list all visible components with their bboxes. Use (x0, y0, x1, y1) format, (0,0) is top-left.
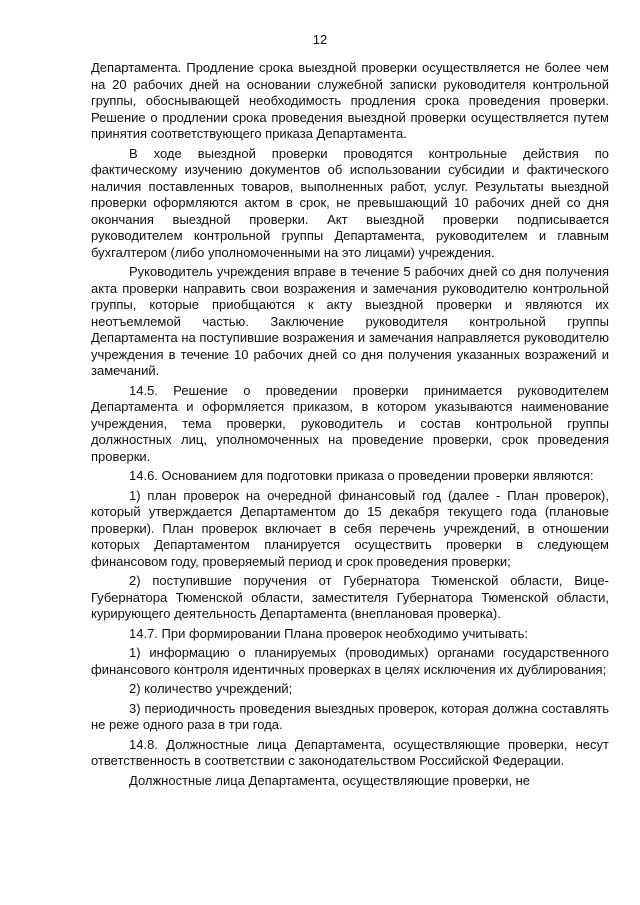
page-number: 12 (312, 32, 328, 47)
paragraph-3: Руководитель учреждения вправе в течение 5 рабочих дней со дня получения акта проверки направить свои возражения и замечания руководителю контрольной группы, которые приобщаются к акту выездной проверки и являются их неотъемлемой частью. Заключение руководителя контрольной группы Департамента на поступившие возражения и замечания направляется руководителю учреждения в течение 10 рабочих дней со дня получения указанных возражений и замечаний. (91, 264, 609, 378)
paragraph-1: Департамента. Продление срока выездной проверки осуществляется не более чем на 20 рабочих дней на основании служебной записки руководителя контрольной группы, обоснывающей необходимость продления срока проведения проверки. Решение о продлении срока проведения выездной проверки осуществляется путем принятия соответствующего приказа Департамента. (91, 60, 609, 141)
paragraph-14-5: 14.5. Решение о проведении проверки принимается руководителем Департамента и оформляется приказом, в котором указываются наименование учреждения, тема проверки, руководитель и состав контрольной группы должностных лиц, уполномоченных на проведение проверки, срок проведения проверки. (91, 382, 609, 464)
paragraph-last: Должностные лица Департамента, осуществляющие проверки, не (129, 772, 530, 788)
paragraph-14-6: 14.6. Основанием для подготовки приказа о проведении проверки являются: (129, 468, 594, 483)
paragraph-14-8: 14.8. Должностные лица Департамента, осуществляющие проверки, несут ответственность в соответствии с законодательством Российской Федерации. (91, 736, 609, 768)
document-body (91, 60, 609, 792)
list-item-2: 2) поступившие поручения от Губернатора Тюменской области, Вице-Губернатора Тюменской области, заместителя Губернатора Тюменской области, курирующего деятельность Департамента (внеплановая проверка). (91, 573, 609, 621)
list-item-periodicity: 3) периодичность проведения выездных проверок, которая должна составлять не реже одного раза в три года. (91, 700, 609, 732)
list-item-1: 1) план проверок на очередной финансовый год (далее - План проверок), который утверждается Департаментом до 15 декабря текущего года (плановые проверки). План проверок включает в себя перечень учреждений, в отношении которых Департаментом планируется осуществить проверки в следующем финансовом году, проверяемый период и срок проведения проверки; (91, 487, 609, 569)
list-item-count: 2) количество учреждений; (129, 681, 293, 696)
paragraph-2: В ходе выездной проверки проводятся контрольные действия по фактическому изучению документов об использовании субсидии и фактического наличия поставленных товаров, выполненных работ, услуг. Результаты выездной проверки оформляются актом в срок, не превышающий 10 рабочих дней со дня окончания выездной проверки. Акт выездной проверки подписывается руководителем контрольной группы Департамента, руководителем и главным бухгалтером (либо уполномоченными на это лицами) учреждения. (91, 145, 609, 260)
list-item-information: 1) информацию о планируемых (проводимых) органами государственного финансового контроля идентичных проверках в целях исключения их дублирования; (91, 645, 609, 677)
paragraph-14-7: 14.7. При формировании Плана проверок необходимо учитывать: (129, 625, 528, 641)
